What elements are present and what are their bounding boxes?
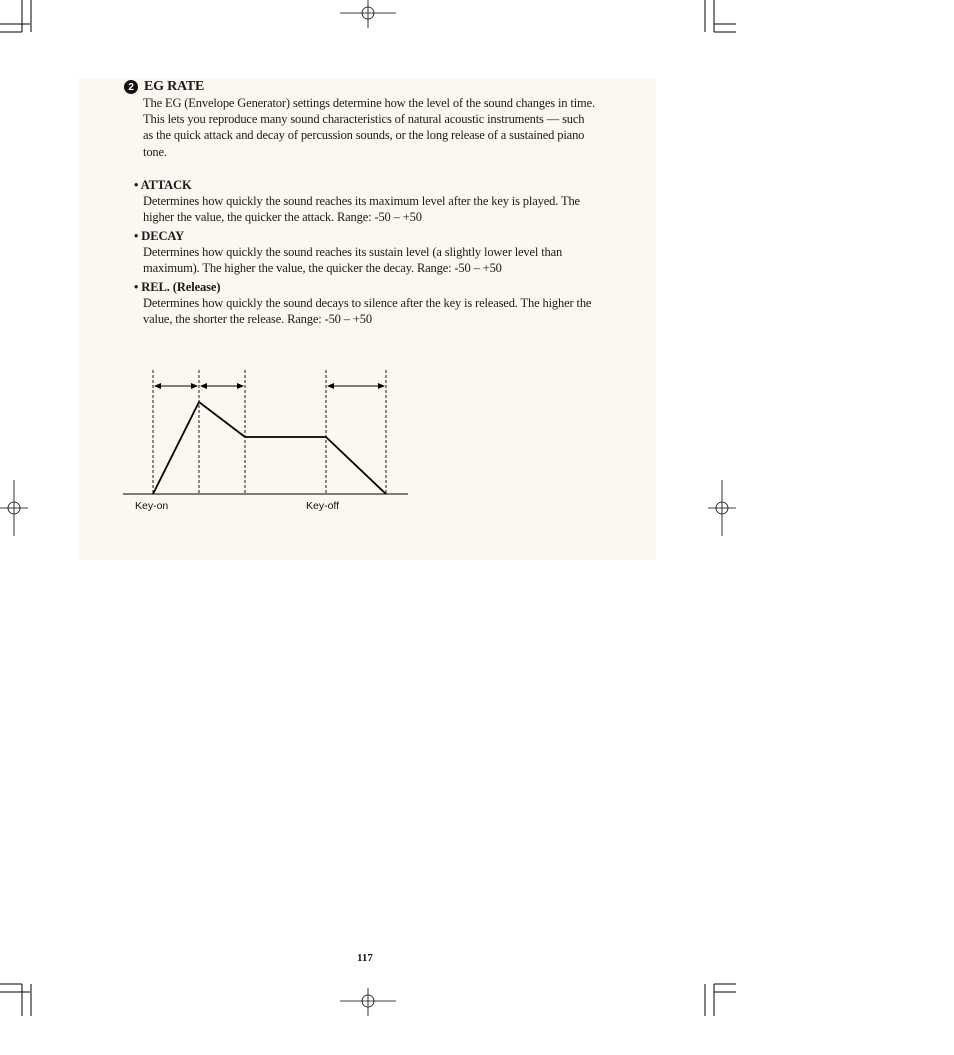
param-line: Determines how quickly the sound reaches its sustain level (a slightly lower level than: [143, 245, 563, 259]
envelope-svg: [118, 362, 418, 502]
param-line: Determines how quickly the sound decays to silence after the key is released. The higher the: [143, 296, 592, 310]
registration-mark-left: [0, 480, 28, 536]
param-attack-description: [143, 193, 658, 225]
crop-mark-top-left: [0, 0, 40, 35]
intro-line: tone.: [143, 144, 167, 159]
param-line: value, the shorter the release. Range: -50 – +50: [143, 312, 372, 327]
key-on-label: Key-on: [135, 500, 169, 512]
crop-mark-bottom-left: [0, 982, 40, 1017]
page-number: 117: [357, 952, 373, 964]
param-line: higher the value, the quicker the attack. Range: -50 – +50: [143, 210, 422, 225]
section-title: EG RATE: [144, 79, 205, 94]
section-heading: [124, 78, 204, 96]
registration-mark-bottom: [340, 988, 396, 1016]
param-line: Determines how quickly the sound reaches its maximum level after the key is played. The: [143, 194, 580, 208]
param-release-description: [143, 295, 658, 327]
registration-mark-right: [708, 480, 736, 536]
param-attack-label: • ATTACK: [134, 178, 192, 192]
intro-line: as the quick attack and decay of percussion sounds, or the long release of a sustained piano: [143, 128, 585, 143]
crop-mark-bottom-right: [700, 982, 740, 1017]
param-line: maximum). The higher the value, the quicker the decay. Range: -50 – +50: [143, 261, 502, 276]
registration-mark-top: [340, 0, 396, 28]
intro-line: This lets you reproduce many sound characteristics of natural acoustic instruments — such: [143, 112, 585, 127]
param-decay-description: [143, 244, 658, 276]
envelope-diagram: [118, 362, 418, 512]
section-number-badge: 2: [124, 80, 138, 94]
param-release-label: • REL. (Release): [134, 280, 221, 294]
intro-paragraph: [143, 95, 658, 160]
intro-line: The EG (Envelope Generator) settings determine how the level of the sound changes in time.: [143, 96, 595, 110]
envelope-curve: [153, 402, 386, 494]
crop-mark-top-right: [700, 0, 740, 35]
key-off-label: Key-off: [306, 500, 340, 512]
param-decay-label: • DECAY: [134, 229, 185, 243]
